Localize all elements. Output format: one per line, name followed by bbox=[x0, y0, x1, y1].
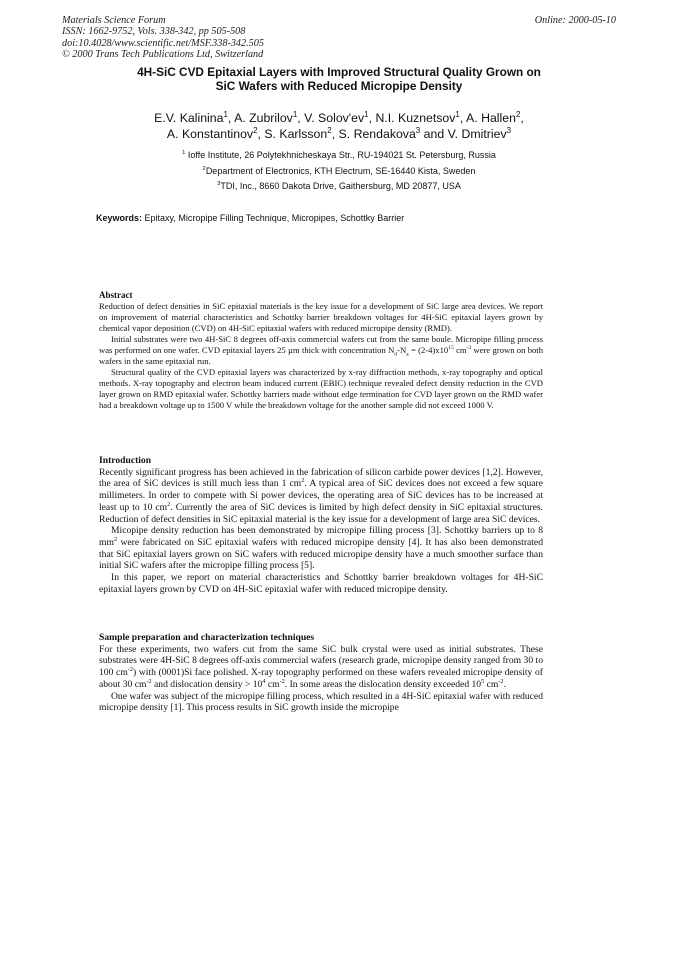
author-separator: , bbox=[331, 127, 339, 141]
introduction-paragraph-3: In this paper, we report on material characteristics and Schottky barrier breakdown voltages for 4H-SiC epitaxial layers grown by CVD on 4H-SiC epitaxial wafer with reduced micropipe density. bbox=[99, 572, 543, 595]
superscript: -2 bbox=[146, 677, 152, 685]
paper-title bbox=[70, 65, 608, 93]
author-name: V. Dmitriev bbox=[447, 127, 507, 141]
superscript: -2 bbox=[279, 677, 285, 685]
sample-paragraph-1 bbox=[99, 644, 543, 691]
abstract-heading: Abstract bbox=[99, 290, 133, 300]
abstract-paragraph-2 bbox=[99, 334, 543, 367]
author-affiliation-mark: 2 bbox=[327, 125, 332, 135]
subscript: a bbox=[406, 351, 409, 358]
text-run: ) with (0001)Si face polished. X-ray topography performed on these wafers revealed micropipe density of about 30 cm bbox=[99, 667, 543, 690]
online-date: Online: 2000-05-10 bbox=[534, 15, 616, 26]
subscript: d bbox=[394, 351, 398, 358]
superscript: 5 bbox=[481, 677, 485, 685]
author-name: E.V. Kalinina bbox=[154, 111, 224, 125]
introduction-paragraph-1 bbox=[99, 467, 543, 526]
superscript: 2 bbox=[113, 535, 118, 543]
affiliation-text: TDI, Inc., 8660 Dakota Drive, Gaithersburg, MD 20877, USA bbox=[220, 181, 461, 191]
text-run: For these experiments, two wafers cut from the same SiC bulk crystal were used as initial substrates. These substrates were 4H-SiC 8 degrees off-axis commercial wafers (research grade, micropipe density ranged from 30 to 100 cm bbox=[99, 643, 543, 679]
text-run: = (2-4)x10 bbox=[408, 344, 449, 355]
sample-preparation-heading: Sample preparation and characterization techniques bbox=[99, 632, 315, 643]
introduction-heading: Introduction bbox=[99, 455, 152, 466]
author-name: N.I. Kuznetsov bbox=[375, 111, 456, 125]
author-separator: , bbox=[459, 111, 467, 125]
text-run: were fabricated on SiC epitaxial wafers with reduced micropipe density [4]. It has also been demonstrated that SiC epitaxial layers grown on SiC wafers with reduced micropipe density have a much smoother surface than initial SiC wafers after the micropipe filling process [5]. bbox=[99, 536, 543, 572]
text-run: . bbox=[503, 678, 506, 690]
text-run: cm bbox=[265, 678, 280, 690]
text-run: cm bbox=[484, 678, 499, 690]
superscript: -2 bbox=[127, 665, 133, 673]
abstract-paragraph-1: Reduction of defect densities in SiC epitaxial materials is the key issue for a development of SiC large area devices. We report on improvement of material characteristics and Schottky barrier breakdown voltages for 4H-SiC epitaxial layers grown by chemical vapor deposition (CVD) on 4H-SiC epitaxial wafers with reduced micropipe density (RMD). bbox=[99, 300, 543, 333]
author-separator: , bbox=[368, 111, 376, 125]
journal-name: Materials Science Forum bbox=[62, 15, 166, 26]
affiliation-text: Department of Electronics, KTH Electrum, SE-16440 Kista, Sweden bbox=[205, 165, 476, 176]
sample-preparation-section bbox=[99, 632, 543, 714]
text-run: -N bbox=[397, 344, 407, 355]
introduction-section bbox=[99, 455, 543, 595]
author-separator: and bbox=[420, 127, 448, 141]
author-name: A. Zubrilov bbox=[234, 111, 293, 125]
author-affiliation-mark: 3 bbox=[415, 125, 421, 135]
keywords bbox=[96, 213, 404, 223]
author-separator: , bbox=[520, 111, 524, 125]
title-line-1: 4H-SiC CVD Epitaxial Layers with Improved Structural Quality Grown on bbox=[137, 65, 541, 79]
text-run: cm bbox=[453, 344, 467, 355]
author-affiliation-mark: 2 bbox=[253, 125, 258, 135]
affiliation-number: 3 bbox=[217, 181, 221, 187]
affiliation-number: 1 bbox=[182, 150, 186, 156]
abstract-paragraph-3: Structural quality of the CVD epitaxial layers was characterized by x-ray diffraction methods, x-ray topography and optical methods. X-ray topography and electron beam induced current (EBIC) technique revealed defect density reduction in the CVD layer grown on RMD epitaxial wafer. Schottky barriers made without edge termination for CVD layer grown on the RMD wafer had a breakdown voltage up to 1500 V while the breakdown voltage for the another sample did not exceed 1000 V. bbox=[99, 366, 543, 410]
author-affiliation-mark: 1 bbox=[364, 109, 369, 119]
text-run: and dislocation density > 10 bbox=[151, 678, 263, 690]
affiliation-list bbox=[70, 148, 608, 195]
doi-line: doi:10.4028/www.scientific.net/MSF.338-342.505 bbox=[62, 37, 264, 49]
abstract-section bbox=[99, 290, 543, 410]
author-affiliation-mark: 2 bbox=[515, 109, 521, 119]
author-affiliation-mark: 1 bbox=[455, 109, 460, 119]
affiliation-number: 2 bbox=[202, 165, 206, 172]
sample-paragraph-2: One wafer was subject of the micropipe filling process, which resulted in a 4H-SiC epitaxial wafer with reduced micropipe density [1]. This process results in SiC growth inside the micropipe bbox=[99, 690, 543, 714]
author-name: S. Rendakova bbox=[338, 127, 416, 141]
superscript: -3 bbox=[466, 344, 472, 351]
author-name: S. Karlsson bbox=[264, 127, 328, 141]
author-list bbox=[70, 110, 608, 142]
affiliation-2 bbox=[70, 164, 608, 180]
author-separator: , bbox=[227, 111, 235, 125]
text-run: . In some areas the dislocation density exceeded 10 bbox=[284, 678, 482, 690]
text-run: Initial substrates were two 4H-SiC 8 degrees off-axis commercial wafers cut from the same boule. Micropipe filling process was performed on one wafer. CVD epitaxial layers 25 µm thick with concentration N bbox=[99, 333, 543, 355]
superscript: 15 bbox=[448, 344, 454, 351]
author-separator: , bbox=[297, 111, 305, 125]
author-line-2 bbox=[70, 126, 608, 142]
author-line-1 bbox=[70, 110, 608, 126]
introduction-paragraph-2 bbox=[99, 525, 543, 572]
superscript: 2 bbox=[301, 477, 305, 485]
superscript: 4 bbox=[262, 677, 266, 685]
author-separator: , bbox=[257, 127, 265, 141]
author-affiliation-mark: 1 bbox=[292, 109, 298, 119]
text-run: were grown on both wafers in the same epitaxial run. bbox=[99, 344, 543, 366]
author-name: A. Konstantinov bbox=[166, 127, 254, 141]
author-name: V. Solov'ev bbox=[304, 111, 365, 125]
author-affiliation-mark: 1 bbox=[223, 109, 228, 119]
affiliation-text: Ioffe Institute, 26 Polytekhnicheskaya Str., RU-194021 St. Petersburg, Russia bbox=[187, 150, 496, 160]
affiliation-3 bbox=[70, 179, 608, 195]
author-affiliation-mark: 3 bbox=[506, 125, 512, 135]
title-line-2: SiC Wafers with Reduced Micropipe Density bbox=[215, 79, 463, 93]
text-run: . Currently the area of SiC devices is limited by high defect density in SiC epitaxial structures. Reduction of defect densities in SiC epitaxial material is the key issue for a development of large area SiC devices. bbox=[99, 501, 543, 525]
keywords-label: Keywords: bbox=[96, 213, 143, 223]
text-run: . A typical area of SiC devices does not exceed a few square millimeters. In order to compete with Si power devices, the operating area of SiC devices has to be increased at least up to 10 cm bbox=[99, 478, 543, 513]
superscript: -2 bbox=[498, 677, 504, 685]
affiliation-1 bbox=[70, 148, 608, 164]
superscript: 2 bbox=[167, 500, 171, 508]
text-run: Micopipe density reduction has been demonstrated by micropipe filling process [3]. Schottky barriers up to 8 mm bbox=[99, 525, 543, 548]
running-header bbox=[62, 15, 264, 61]
issn-line: ISSN: 1662-9752, Vols. 338-342, pp 505-508 bbox=[62, 26, 246, 38]
keywords-text: Epitaxy, Micropipe Filling Technique, Micropipes, Schottky Barrier bbox=[144, 213, 405, 223]
text-run: Recently significant progress has been achieved in the fabrication of silicon carbide power devices [1,2]. However, the area of SiC devices is still much less than 1 cm bbox=[99, 466, 543, 490]
author-name: A. Hallen bbox=[466, 111, 516, 125]
copyright-line: © 2000 Trans Tech Publications Ltd, Switzerland bbox=[62, 49, 264, 61]
